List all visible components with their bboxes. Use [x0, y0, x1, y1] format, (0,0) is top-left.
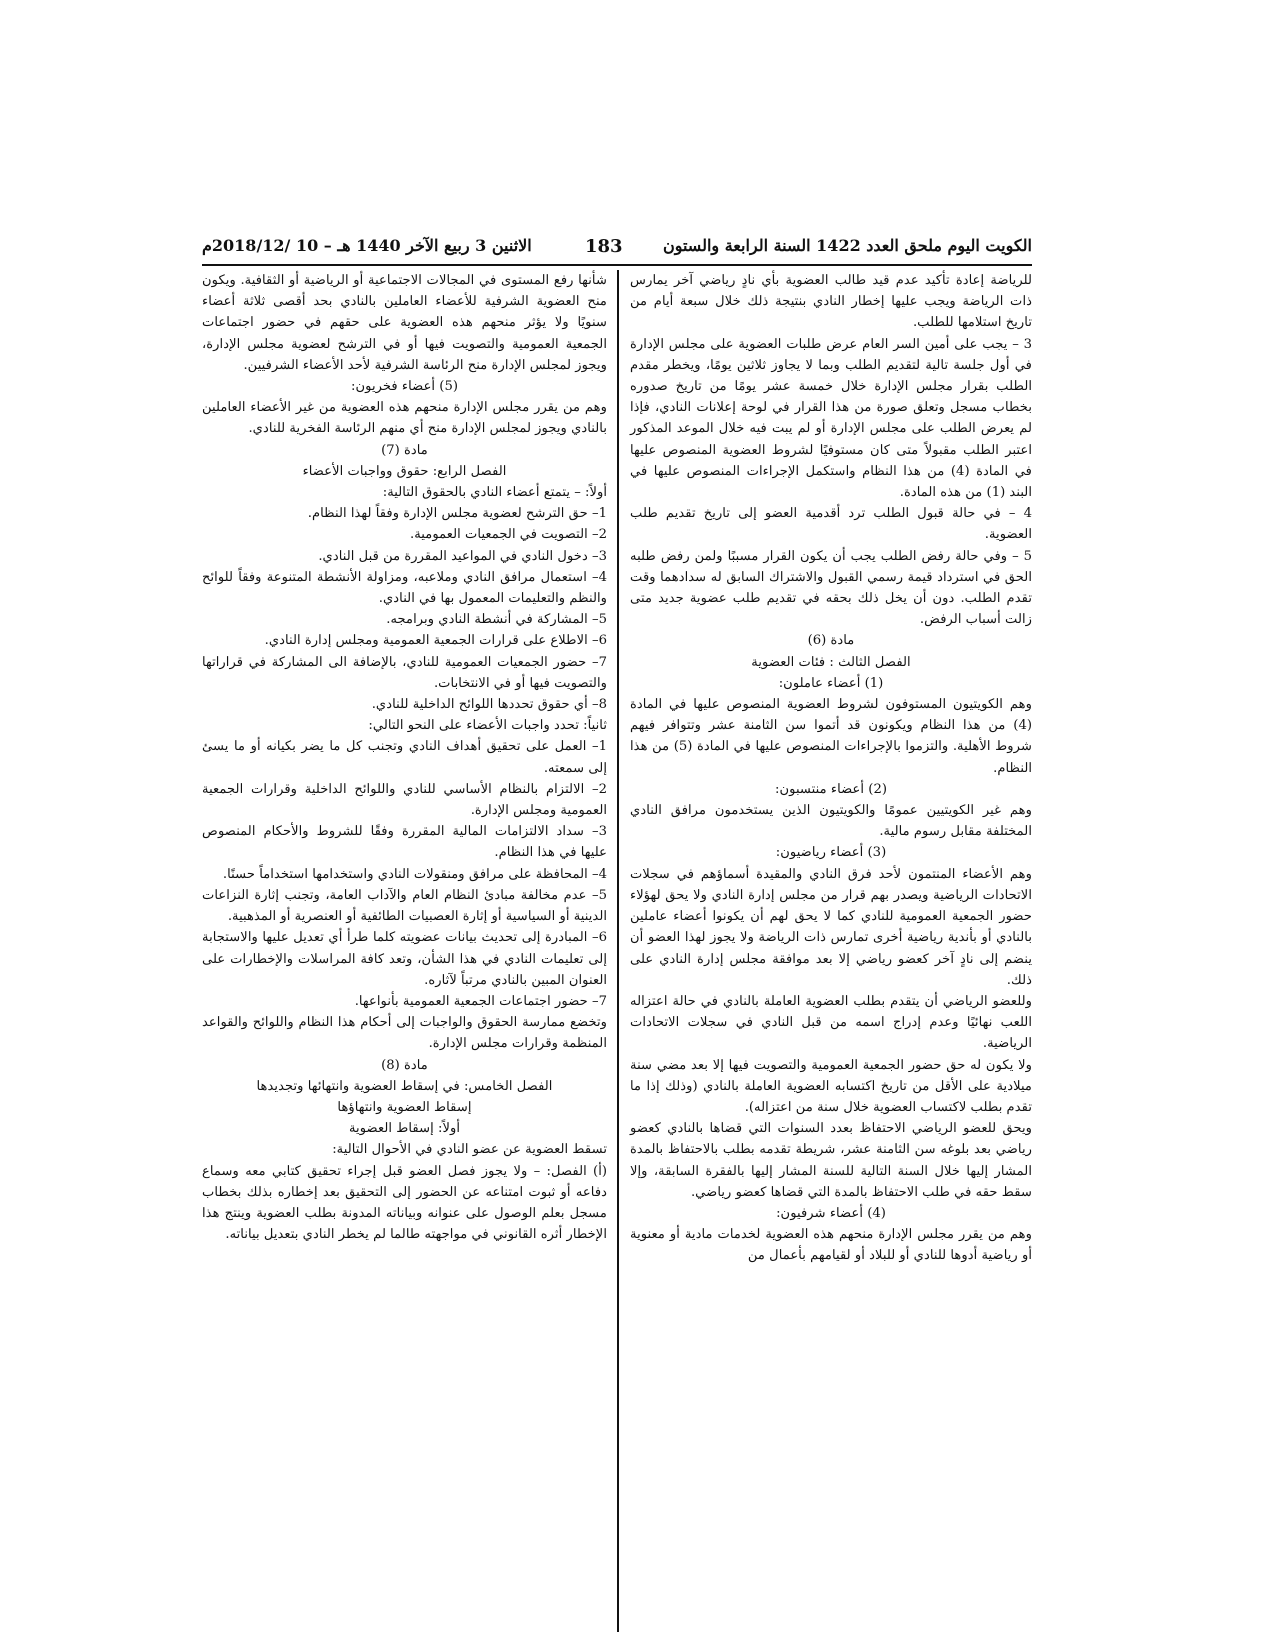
section-heading: (2) أعضاء منتسبون: [775, 781, 887, 797]
section-heading: مادة (8) [381, 1057, 428, 1073]
paragraph: ويحق للعضو الرياضي الاحتفاظ بعدد السنوات التي قضاها بالنادي كعضو رياضي بعد بلوغه سن الثامنة عشر، شريطة تقدمه بطلب بالاحتفاظ بالمدة المشار إليها خلال السنة التالية للسنة المشار إليها بالفقرة السابقة، وإلا سقط حقه في طلب الاحتفاظ بالمدة التي قضاها كعضو رياضي. [630, 1121, 1032, 1200]
paragraph: ولا يكون له حق حضور الجمعية العمومية والتصويت فيها إلا بعد مضي سنة ميلادية على الأقل من تاريخ اكتسابه العضوية العاملة بالنادي (وذلك إذا ما تقدم بطلب لاكتساب العضوية خلال سنة من اعتزاله). [630, 1057, 1032, 1115]
paragraph: 3– سداد الالتزامات المالية المقررة وفقًا للشروط والأحكام المنصوص عليها في هذا النظام. [202, 824, 607, 861]
paragraph: شأنها رفع المستوى في المجالات الاجتماعية أو الرياضية أو الثقافية. ويكون منح العضوية الشرفية للأعضاء العاملين بالنادي بحد أقصى ثلاثة أعضاء سنويًا ولا يؤثر منحهم هذه العضوية على حقهم في حضور اجتماعات الجمعية العمومية والتصويت فيها أو في الترشح لعضوية مجلس الإدارة، ويجوز لمجلس الإدارة منح الرئاسة الشرفية لأحد الأعضاء الشرفيين. [202, 273, 607, 373]
section-heading: إسقاط العضوية وانتهاؤها [337, 1099, 472, 1115]
paragraph: 1– حق الترشح لعضوية مجلس الإدارة وفقاً لهذا النظام. [307, 506, 607, 522]
paragraph: وهم من يقرر مجلس الإدارة منحهم هذه العضوية لخدمات مادية أو معنوية أو رياضية أدوها للنادي أو للبلاد أو لقيامهم بأعمال من [630, 1227, 1032, 1264]
paragraph: 4– المحافظة على مرافق ومنقولات النادي واستخدامها استخداماً حسنًا. [222, 866, 607, 882]
section-heading: الفصل الخامس: في إسقاط العضوية وانتهائها وتجديدها [256, 1078, 553, 1094]
section-heading: (5) أعضاء فخريون: [351, 379, 458, 395]
section-heading: مادة (7) [381, 442, 428, 458]
paragraph: 6– المبادرة إلى تحديث بيانات عضويته كلما طرأ أي تعديل عليها والاستجابة إلى تعليمات النادي في هذا الشأن، وتعد كافة المراسلات والإخطارات على العنوان المبين بالنادي مرتباً لآثاره. [202, 930, 607, 988]
page-header [202, 236, 1032, 262]
paragraph: (أ) الفصل: – ولا يجوز فصل العضو قبل إجراء تحقيق كتابي معه وسماع دفاعه أو ثبوت امتناعه عن الحضور إلى التحقيق بعد إخطاره بذلك بخطاب مسجل بعلم الوصول على عنوانه وبياناته المدونة بطلب العضوية وينتج هذا الإخطار أثره القانوني في مواجهته طالما لم يخطر النادي بتعديل بياناته. [202, 1163, 607, 1243]
paragraph: 2– الالتزام بالنظام الأساسي للنادي واللوائح الداخلية وقرارات الجمعية العمومية ومجلس الإدارة. [202, 781, 607, 819]
paragraph: للرياضة إعادة تأكيد عدم قيد طالب العضوية بأي نادٍ رياضي آخر يمارس ذات الرياضة ويجب عليها إخطار النادي بنتيجة ذلك خلال سبعة أيام من تاريخ استلامها للطلب. [630, 273, 1032, 331]
issue-date: الاثنين 3 ربيع الآخر 1440 هـ – 10 /2018/12م [202, 236, 532, 255]
paragraph: 7– حضور اجتماعات الجمعية العمومية بأنواعها. [354, 993, 607, 1009]
paragraph: وللعضو الرياضي أن يتقدم بطلب العضوية العاملة بالنادي في حالة اعتزاله اللعب نهائيًا وعدم إدراج اسمه من قبل النادي في سجلات الاتحادات الرياضية. [630, 993, 1032, 1052]
paragraph: 3 – يجب على أمين السر العام عرض طلبات العضوية على مجلس الإدارة في أول جلسة تالية لتقديم الطلب وبما لا يجاوز ثلاثين يومًا، ويخطر مقدم الطلب بقرار مجلس الإدارة خلال خمسة عشر يومًا من تاريخ صدوره بخطاب مسجل وتعلق صورة من هذا القرار في لوحة إعلانات النادي، فإذا لم يعرض الطلب على مجلس الإدارة أو لم يبت فيه خلال الموعد المذكور اعتبر الطلب مقبولاً متى كان مستوفيًا لشروط العضوية المنصوص عليها في المادة (4) من هذا النظام واستكمل الإجراءات المنصوص عليها في البند (1) من هذه المادة. [630, 336, 1032, 501]
section-heading: (1) أعضاء عاملون: [778, 675, 884, 691]
paragraph: 5– عدم مخالفة مبادئ النظام العام والآداب العامة، وتجنب إثارة النزاعات الدينية أو السياسية أو إثارة العصبيات الطائفية أو العنصرية أو المذهبية. [202, 887, 607, 925]
section-heading: (4) أعضاء شرفيون: [776, 1205, 886, 1221]
right-column [630, 270, 1032, 1267]
paragraph: 5– المشاركة في أنشطة النادي وبرامجه. [386, 612, 607, 628]
header-rule [202, 264, 1032, 266]
paragraph: 8– أي حقوق تحددها اللوائح الداخلية للنادي. [371, 697, 607, 713]
publication-title: الكويت اليوم ملحق العدد 1422 السنة الرابعة والستون [662, 236, 1032, 255]
paragraph: 5 – وفي حالة رفض الطلب يجب أن يكون القرار مسببًا ولمن رفض طلبه الحق في استرداد قيمة رسمي القبول والاشتراك السابق له سدادهما وقت تقدم الطلب. دون أن يخل ذلك بحقه في تقديم طلب عضوية جديد متى زالت أسباب الرفض. [630, 548, 1032, 628]
paragraph: أولاً: – يتمتع أعضاء النادي بالحقوق التالية: [382, 485, 607, 501]
paragraph: وهم الأعضاء المنتمون لأحد فرق النادي والمقيدة أسماؤهم في سجلات الاتحادات الرياضية ويصدر بهم قرار من مجلس إدارة النادي ولا يحق لهؤلاء حضور الجمعية العمومية للنادي كما لا يحق لهم أن يكونوا أعضاء عاملين بالنادي أو بأندية رياضية أخرى تمارس ذات الرياضة ولا يجوز لهذا العضو أن ينضم إلى نادٍ آخر كعضو رياضي إلا بعد موافقة مجلس إدارة النادي على ذلك. [630, 866, 1032, 988]
section-heading: (3) أعضاء رياضيون: [775, 845, 887, 861]
paragraph: وهم من يقرر مجلس الإدارة منحهم هذه العضوية من غير الأعضاء العاملين بالنادي ويجوز لمجلس الإدارة منح أي منهم الرئاسة الفخرية للنادي. [202, 400, 607, 437]
section-heading: أولاً: إسقاط العضوية [348, 1121, 460, 1137]
left-column [202, 270, 607, 1245]
paragraph: 6– الاطلاع على قرارات الجمعية العمومية ومجلس إدارة النادي. [264, 633, 607, 649]
paragraph: وتخضع ممارسة الحقوق والواجبات إلى أحكام هذا النظام واللوائح والقواعد المنظمة وقرارات مجلس الإدارة. [202, 1015, 607, 1052]
paragraph: 4– استعمال مرافق النادي وملاعبه، ومزاولة الأنشطة المتنوعة وفقاً للوائح والنظم والتعليمات المعمول بها في النادي. [202, 569, 607, 607]
section-heading: الفصل الثالث : فئات العضوية [751, 654, 911, 670]
paragraph: 1– العمل على تحقيق أهداف النادي وتجنب كل ما يضر بكيانه أو ما يسئ إلى سمعته. [202, 739, 607, 776]
paragraph: وهم غير الكويتيين عمومًا والكويتيون الذين يستخدمون مرافق النادي المختلفة مقابل رسوم مالية. [630, 803, 1032, 840]
paragraph: ثانياً: تحدد واجبات الأعضاء على النحو التالي: [368, 718, 607, 734]
column-divider [617, 270, 619, 1632]
paragraph: 7– حضور الجمعيات العمومية للنادي، بالإضافة الى المشاركة في قراراتها والتصويت فيها أو في الانتخابات. [202, 654, 607, 691]
section-heading: الفصل الرابع: حقوق وواجبات الأعضاء [302, 463, 507, 479]
paragraph: تسقط العضوية عن عضو النادي في الأحوال التالية: [332, 1142, 607, 1158]
paragraph: وهم الكويتيون المستوفون لشروط العضوية المنصوص عليها في المادة (4) من هذا النظام ويكونون قد أتموا سن الثامنة عشر وتتوافر فيهم شروط الأهلية. والتزموا بالإجراءات المنصوص عليها في المادة (5) من هذا النظام. [630, 697, 1033, 776]
section-heading: مادة (6) [807, 633, 855, 649]
paragraph: 3– دخول النادي في المواعيد المقررة من قبل النادي. [318, 548, 607, 564]
page-number: 183 [585, 236, 623, 257]
paragraph: 2– التصويت في الجمعيات العمومية. [410, 527, 607, 543]
paragraph: 4 – في حالة قبول الطلب ترد أقدمية العضو إلى تاريخ تقديم طلب العضوية. [630, 506, 1032, 543]
